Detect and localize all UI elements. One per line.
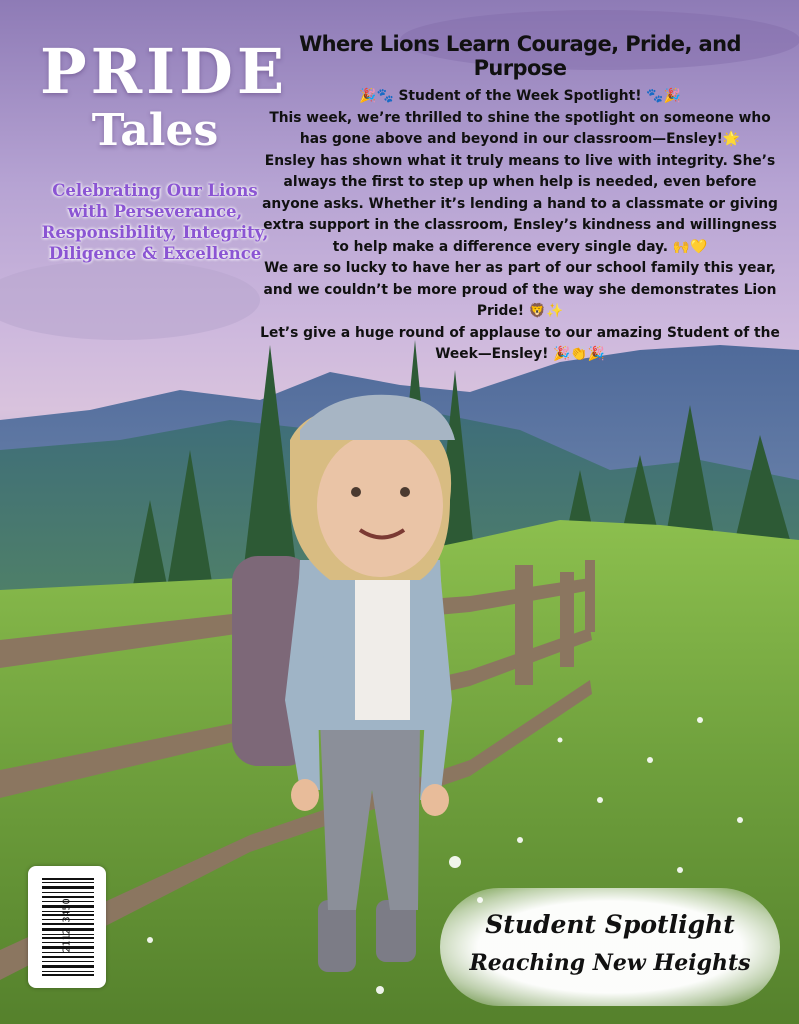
magazine-subtitle: Tales: [91, 105, 219, 156]
article-paragraph: 🎉🐾 Student of the Week Spotlight! 🐾🎉: [359, 88, 681, 104]
magazine-title: PRIDE: [40, 35, 289, 108]
article-paragraph: We are so lucky to have her as part of our school family this year, and we couldn’t be more proud of the way she demonstrates Lion Pride! 🦁✨: [263, 260, 777, 319]
article-headline: Where Lions Learn Courage, Pride, and Purpose: [299, 32, 741, 80]
barcode-number: 2112 3450: [61, 898, 73, 953]
badge-subtitle: Reaching New Heights: [469, 950, 751, 976]
spotlight-article: [260, 32, 780, 366]
magazine-tagline: Celebrating Our Lions with Perseverance, Responsibility, Integrity, Diligence & Excellence: [41, 181, 269, 263]
article-paragraph: Let’s give a huge round of applause to our amazing Student of the Week—Ensley! 🎉👏🎉: [260, 324, 780, 362]
article-paragraph: Ensley has shown what it truly means to live with integrity. She’s always the first to step up when help is needed, even before anyone asks. Whether it’s lending a hand to a classmate or giving extra support in the classroom, Ensley’s kindness and willingness to help make a difference every single day. 🙌💛: [262, 152, 778, 255]
article-paragraph: This week, we’re thrilled to shine the spotlight on someone who has gone above and beyond in our classroom—Ensley!🌟: [269, 109, 771, 147]
article-body: [260, 86, 780, 366]
barcode: [28, 866, 106, 988]
badge-title: Student Spotlight: [485, 910, 735, 939]
masthead: [40, 35, 289, 264]
spotlight-badge: [440, 888, 780, 1006]
